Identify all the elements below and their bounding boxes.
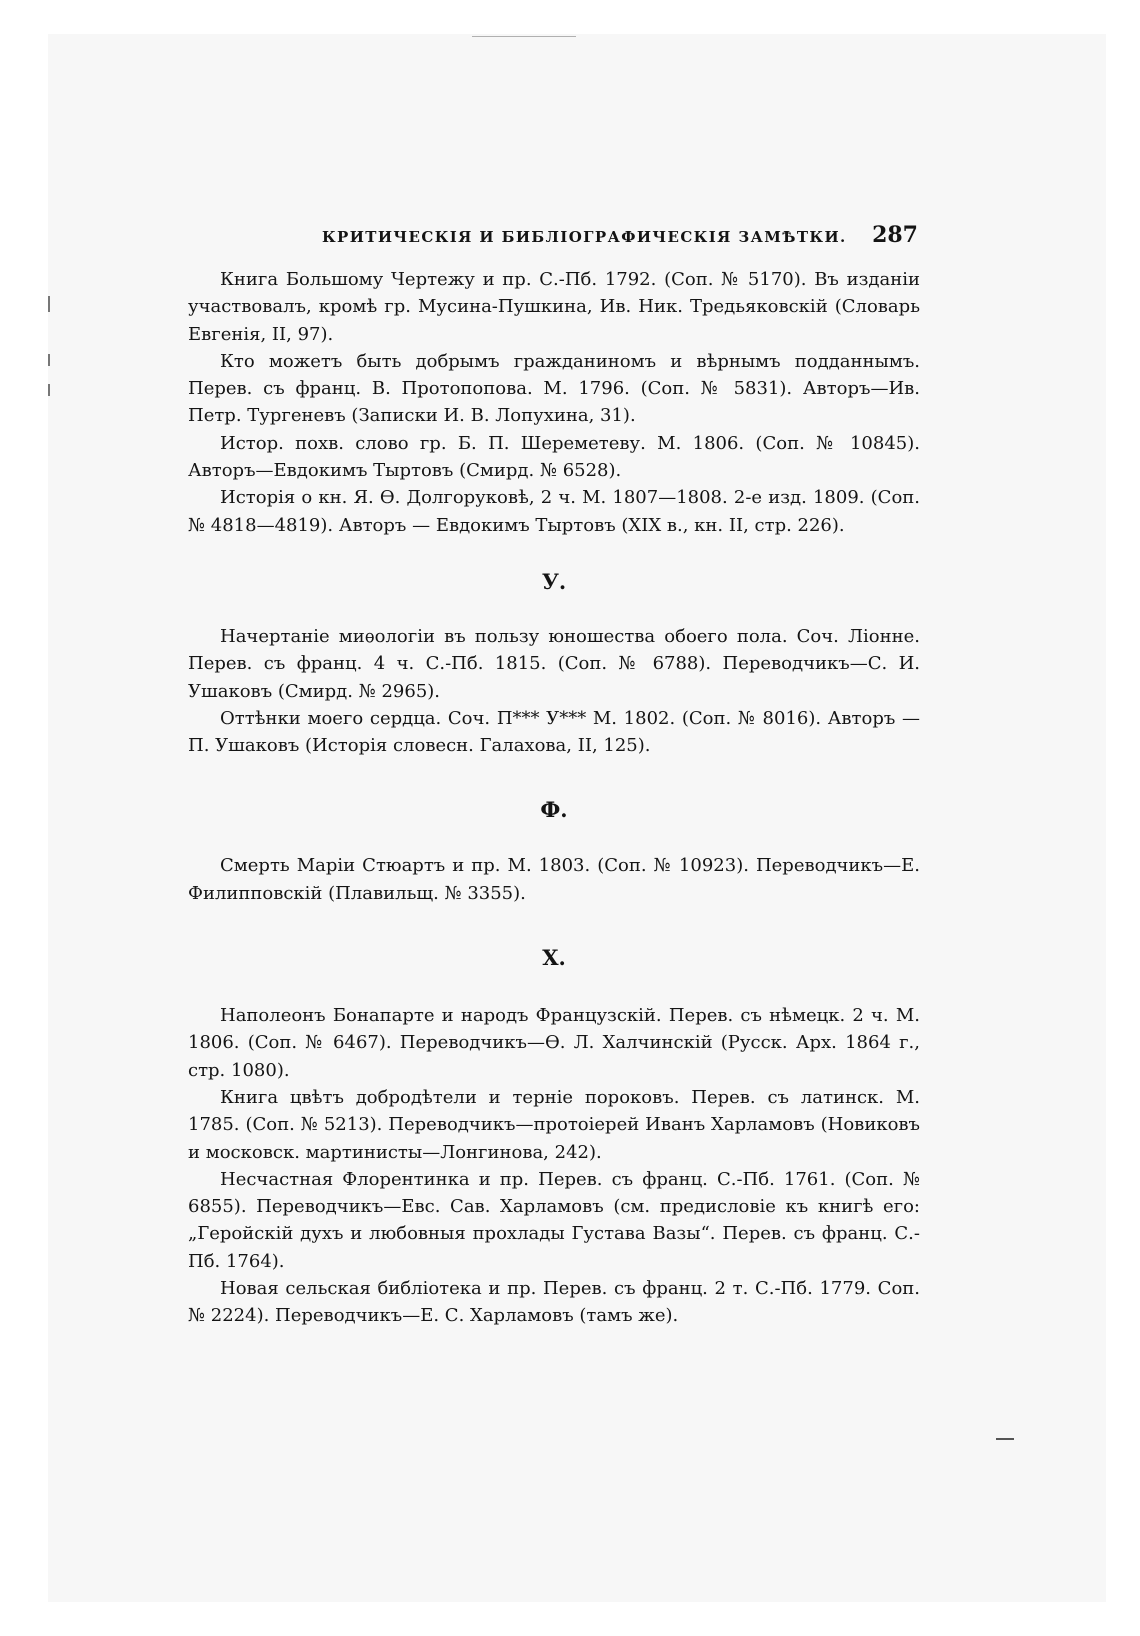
entry: Несчастная Флорентинка и пр. Перев. съ франц. С.-Пб. 1761. (Соп. № 6855). Переводчикъ—Евс. Сав. Харламовъ (см. предисловіе къ книгѣ его: „Геройскій духъ и любовныя прохлады Густава Вазы“. Перев. съ франц. С.-Пб. 1764). <box>188 1168 920 1272</box>
entry: Оттѣнки моего сердца. Соч. П*** У*** М. 1802. (Соп. № 8016). Авторъ — П. Ушаковъ (Исторія словесн. Галахова, II, 125). <box>188 707 920 757</box>
entry: Смерть Маріи Стюартъ и пр. М. 1803. (Соп. № 10923). Переводчикъ—Е. Филипповскій (Плавильщ. № 3355). <box>188 855 920 904</box>
scan-mark-left-1 <box>48 296 50 312</box>
entry: Истор. похв. слово гр. Б. П. Шереметеву. М. 1806. (Соп. № 10845). Авторъ—Евдокимъ Тыртовъ (Смирд. № 6528). <box>188 432 920 482</box>
entry: Кто можетъ быть добрымъ гражданиномъ и вѣрнымъ подданнымъ. Перев. съ франц. В. Протопопова. М. 1796. (Соп. № 5831). Авторъ—Ив. Петр. Тургеневъ (Записки И. В. Лопухина, 31). <box>188 350 920 427</box>
section-heading-x: Х. <box>542 945 566 971</box>
page-body <box>188 266 920 1330</box>
entry: Наполеонъ Бонапарте и народъ Французскій. Перев. съ нѣмецк. 2 ч. М. 1806. (Соп. № 6467). Переводчикъ—Ѳ. Л. Халчинскій (Русск. Арх. 1864 г., стр. 1080). <box>188 1005 920 1081</box>
scan-mark-left-3 <box>48 384 50 396</box>
section-heading-u: У. <box>541 568 567 594</box>
entry: Исторія о кн. Я. Ѳ. Долгоруковѣ, 2 ч. М. 1807—1808. 2-е изд. 1809. (Соп. № 4818—4819). Авторъ — Евдокимъ Тыртовъ (XIX в., кн. II, стр. 226). <box>188 487 920 536</box>
scan-mark-top <box>472 36 576 37</box>
entry: Книга цвѣтъ добродѣтели и терніе пороковъ. Перев. съ латинск. М. 1785. (Соп. № 5213). Переводчикъ—протоіерей Иванъ Харламовъ (Новиковъ и московск. мартинисты—Лонгинова, 242). <box>188 1086 920 1163</box>
section-heading-f: Ф. <box>540 797 568 823</box>
entry: Начертаніе миѳологіи въ пользу юношества обоего пола. Соч. Ліонне. Перев. съ франц. 4 ч. С.-Пб. 1815. (Соп. № 6788). Переводчикъ—С. И. Ушаковъ (Смирд. № 2965). <box>188 625 920 702</box>
page-number: 287 <box>872 222 918 248</box>
scan-mark-left-2 <box>48 354 50 366</box>
entry: Книга Большому Чертежу и пр. С.-Пб. 1792. (Соп. № 5170). Въ изданіи участвовалъ, кромѣ гр. Мусина-Пушкина, Ив. Ник. Тредьяковскій (Словарь Евгенія, II, 97). <box>188 269 920 345</box>
running-title: КРИТИЧЕСКІЯ И БИБЛІОГРАФИЧЕСКІЯ ЗАМѢТКИ. <box>322 228 847 246</box>
page-header <box>322 222 918 256</box>
scan-mark-right <box>996 1438 1014 1440</box>
entry: Новая сельская библіотека и пр. Перев. съ франц. 2 т. С.-Пб. 1779. Соп. № 2224). Переводчикъ—Е. С. Харламовъ (тамъ же). <box>188 1278 920 1327</box>
